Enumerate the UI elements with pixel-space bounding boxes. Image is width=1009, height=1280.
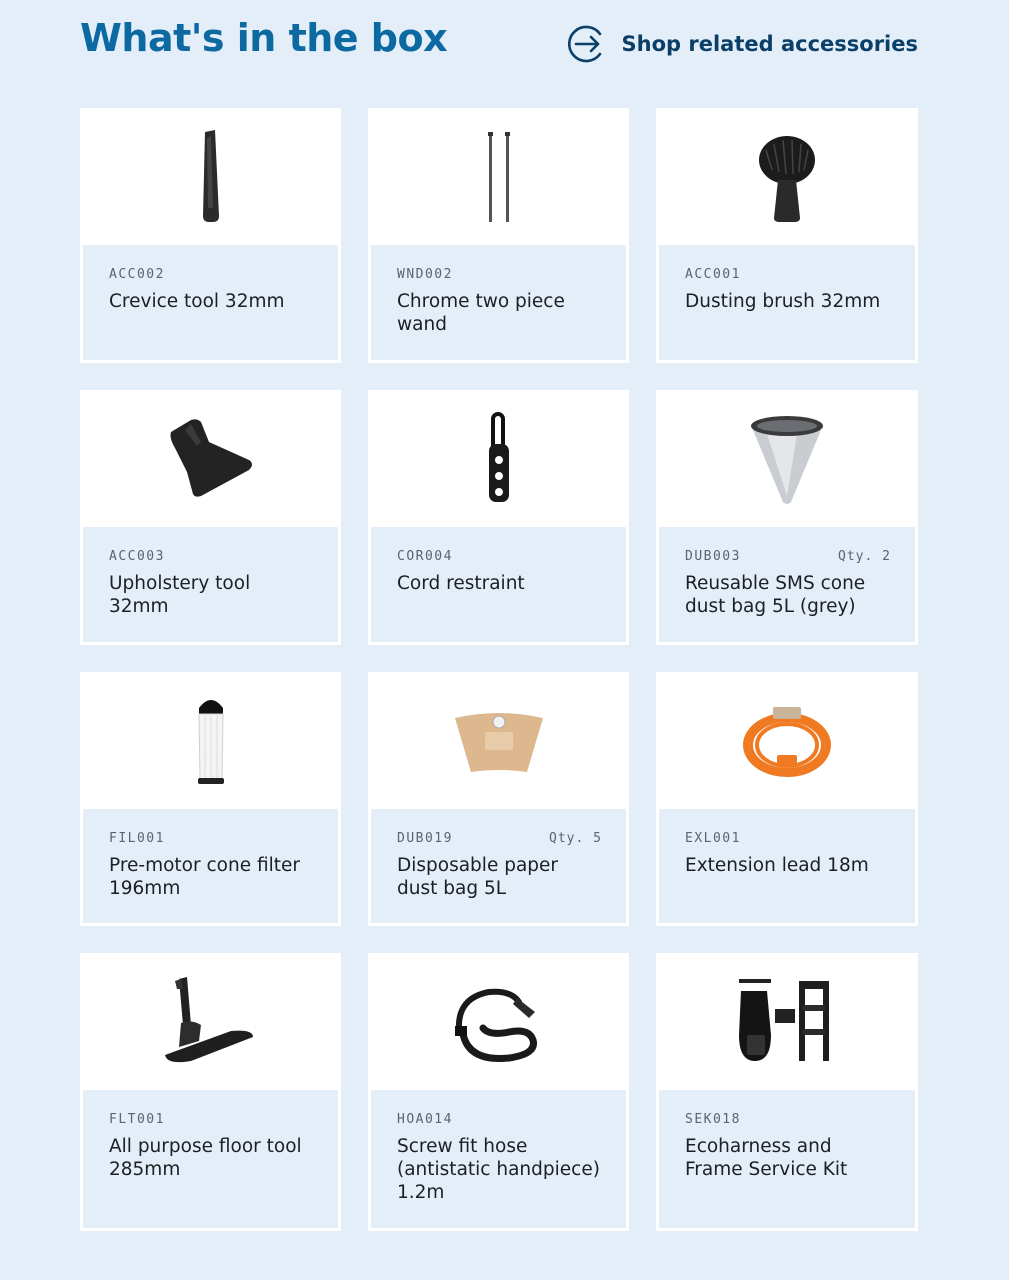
product-image <box>83 393 338 527</box>
product-card[interactable] <box>656 390 918 645</box>
product-name: Upholstery tool 32mm <box>109 573 251 617</box>
product-card[interactable] <box>80 672 341 926</box>
product-image <box>659 675 915 809</box>
product-card[interactable] <box>80 953 341 1231</box>
paper-dust-bag-icon <box>449 702 549 782</box>
box-contents-grid <box>80 108 918 1231</box>
product-name: Reusable SMS cone dust bag 5L (grey) <box>685 573 866 617</box>
product-code: SEK018 <box>685 1112 741 1127</box>
product-code: EXL001 <box>685 831 741 846</box>
product-image <box>659 393 915 527</box>
product-card[interactable] <box>656 672 918 926</box>
product-code: DUB019 <box>397 831 453 846</box>
product-card[interactable] <box>80 390 341 645</box>
shop-related-accessories-link[interactable] <box>568 24 918 64</box>
cone-filter-icon <box>191 694 231 790</box>
product-code: COR004 <box>397 549 453 564</box>
product-image <box>371 111 626 245</box>
product-code: HOA014 <box>397 1112 453 1127</box>
harness-kit-icon <box>737 975 837 1071</box>
arrow-right-circle-icon <box>568 24 608 64</box>
section-header <box>80 0 920 90</box>
page-title: What's in the box <box>80 16 448 60</box>
product-image <box>371 393 626 527</box>
product-code: ACC002 <box>109 267 165 282</box>
product-code: FLT001 <box>109 1112 165 1127</box>
product-card[interactable] <box>368 672 629 926</box>
product-card[interactable] <box>368 953 629 1231</box>
cord-restraint-icon <box>479 412 519 508</box>
dusting-brush-icon <box>752 130 822 226</box>
product-name: Screw fit hose (antistatic handpiece) 1.2m <box>397 1136 600 1203</box>
floor-tool-icon <box>161 975 261 1071</box>
product-code: ACC001 <box>685 267 741 282</box>
shop-link-label: Shop related accessories <box>621 32 918 56</box>
upholstery-tool-icon <box>161 412 261 508</box>
product-code: WND002 <box>397 267 453 282</box>
product-image <box>371 956 626 1090</box>
product-card[interactable] <box>656 108 918 363</box>
product-image <box>659 111 915 245</box>
product-name: Disposable paper dust bag 5L <box>397 855 559 899</box>
product-name: Crevice tool 32mm <box>109 291 285 312</box>
product-card[interactable] <box>368 108 629 363</box>
product-name: All purpose floor tool 285mm <box>109 1136 302 1180</box>
cone-dust-bag-icon <box>747 412 827 508</box>
crevice-tool-icon <box>191 128 231 228</box>
product-name: Dusting brush 32mm <box>685 291 881 312</box>
product-image <box>83 956 338 1090</box>
product-card[interactable] <box>80 108 341 363</box>
product-code: DUB003 <box>685 549 741 564</box>
product-code: FIL001 <box>109 831 165 846</box>
product-card[interactable] <box>656 953 918 1231</box>
product-qty: Qty. 2 <box>838 549 891 564</box>
product-image <box>659 956 915 1090</box>
product-qty: Qty. 5 <box>549 831 602 846</box>
wand-icon <box>479 130 519 226</box>
product-image <box>83 111 338 245</box>
product-name: Cord restraint <box>397 573 525 594</box>
product-card[interactable] <box>368 390 629 645</box>
product-name: Chrome two piece wand <box>397 291 565 335</box>
hose-icon <box>449 978 549 1068</box>
product-image <box>83 675 338 809</box>
product-code: ACC003 <box>109 549 165 564</box>
product-image <box>371 675 626 809</box>
product-name: Pre-motor cone filter 196mm <box>109 855 300 899</box>
product-name: Ecoharness and Frame Service Kit <box>685 1136 848 1180</box>
product-name: Extension lead 18m <box>685 855 869 876</box>
extension-lead-icon <box>737 697 837 787</box>
